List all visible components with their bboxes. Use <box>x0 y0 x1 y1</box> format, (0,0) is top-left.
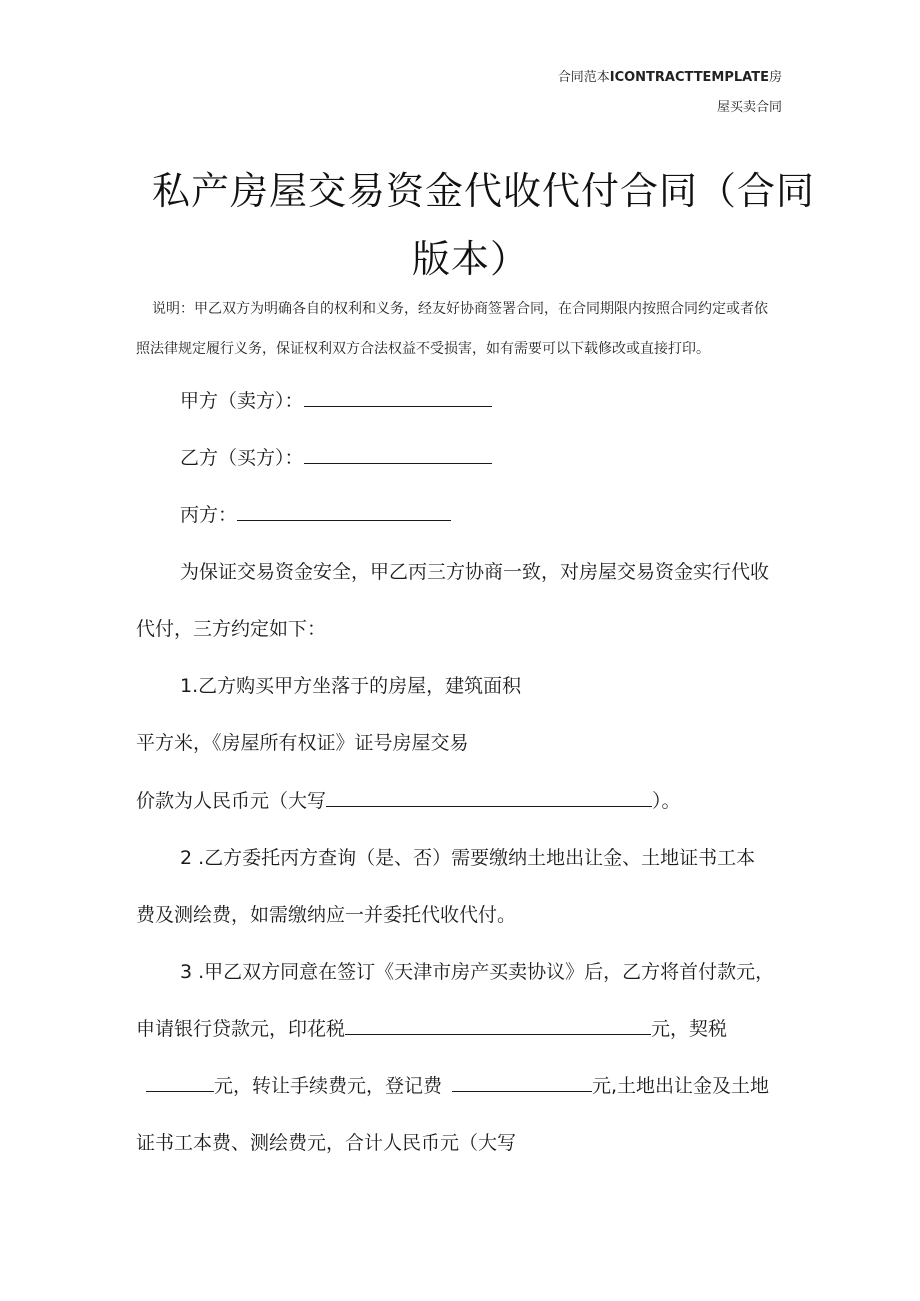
clause-1-price-close: ）。 <box>652 790 681 812</box>
clause-2-line-2: 费及测绘费，如需缴纳应一并委托代收代付。 <box>136 904 517 926</box>
party-a-blank <box>304 388 492 407</box>
intro-line-2: 代付，三方约定如下： <box>136 618 327 640</box>
header-template-label: ICONTRACTTEMPLATE <box>609 70 769 85</box>
clause-1-price-label: 价款为人民币元（大写 <box>136 790 327 812</box>
clause-2-line-1: 2 .乙方委托丙方查询（是、否）需要缴纳土地出让金、土地证书工本 <box>180 847 756 869</box>
intro-line-1: 为保证交易资金安全，甲乙丙三方协商一致，对房屋交易资金实行代收 <box>180 561 770 583</box>
clause-3-line-3 <box>146 1071 769 1098</box>
header-suffix: 房 <box>768 70 782 85</box>
party-a-row <box>180 386 492 413</box>
document-title-line-1: 私产房屋交易资金代收代付合同（合同 <box>152 169 816 213</box>
clause-3-line-4: 证书工本费、测绘费元，合计人民币元（大写 <box>136 1132 517 1154</box>
document-title-line-2: 版本） <box>412 237 530 281</box>
party-c-row <box>180 500 451 527</box>
registration-fee-blank <box>452 1073 592 1092</box>
clause-1-line-3 <box>136 786 681 813</box>
clause-1-price-blank <box>326 788 652 807</box>
clause-1-line-1: 1.乙方购买甲方坐落于的房屋，建筑面积 <box>180 675 522 697</box>
party-a-label: 甲方（卖方）： <box>180 390 304 412</box>
stamp-tax-blank <box>345 1016 651 1035</box>
deed-tax-blank <box>146 1073 214 1092</box>
header-prefix: 合同范本 <box>557 70 610 85</box>
header-line-2: 屋买卖合同 <box>716 100 782 115</box>
clause-3-deed-tax-label: 元，契税 <box>651 1018 728 1040</box>
clause-3-line-1: 3 .甲乙双方同意在签订《天津市房产买卖协议》后，乙方将首付款元， <box>180 961 775 983</box>
clause-3-loan-label: 申请银行贷款元，印花税 <box>136 1018 346 1040</box>
party-b-label: 乙方（买方）： <box>180 447 304 469</box>
header-line-1 <box>558 66 782 85</box>
party-c-label: 丙方： <box>180 504 238 526</box>
party-b-blank <box>304 445 492 464</box>
party-c-blank <box>237 502 451 521</box>
party-b-row <box>180 443 492 470</box>
note-line-1: 说明：甲乙双方为明确各自的权利和义务，经友好协商签署合同，在合同期限内按照合同约定或者依 <box>152 301 768 317</box>
clause-1-line-2: 平方米，《房屋所有权证》证号房屋交易 <box>136 732 469 754</box>
note-line-2: 照法律规定履行义务，保证权利双方合法权益不受损害，如有需要可以下载修改或直接打印。 <box>136 341 710 357</box>
clause-3-land-label: 元,土地出让金及土地 <box>592 1075 770 1097</box>
clause-3-line-2 <box>136 1014 727 1041</box>
clause-3-fees-label: 元，转让手续费元，登记费 <box>214 1075 443 1097</box>
